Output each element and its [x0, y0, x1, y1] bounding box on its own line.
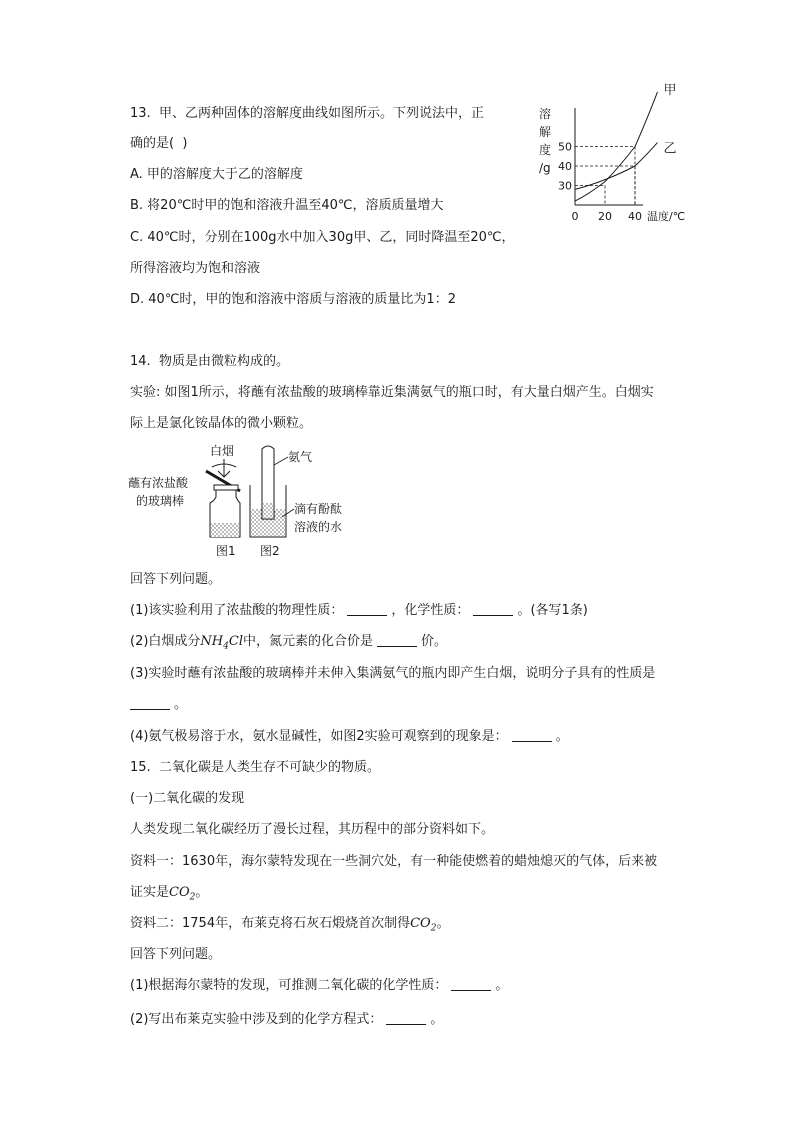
- q15-intro: 人类发现二氧化碳经历了漫长过程，其历程中的部分资料如下。: [130, 822, 495, 837]
- experiment-figure: [128, 445, 358, 563]
- co2-formula: [169, 885, 196, 903]
- q15-answer-intro: 回答下列问题。: [130, 947, 222, 962]
- smoke-arrow: [218, 459, 230, 477]
- formula-co: CO: [410, 916, 431, 931]
- q13-stem-line1: 13. 甲、乙两种固体的溶解度曲线如图所示。下列说法中，正: [130, 106, 484, 121]
- q14-part1-text-c: 。(各写1条): [517, 603, 588, 618]
- q14-part1-text-a: (1)该实验利用了浓盐酸的物理性质：: [130, 603, 344, 618]
- caption-fig1: 图1: [216, 544, 236, 558]
- q15-material1-line1: 资料一：1630年，海尔蒙特发现在一些洞穴处，有一种能使燃着的蜡烛熄灭的气体，后来被: [130, 854, 658, 869]
- formula-co: CO: [169, 885, 190, 900]
- origin-label: 0: [571, 210, 579, 223]
- q15-section-title: (一)二氧化碳的发现: [130, 791, 245, 806]
- label-water-line1: 滴有酚酞: [294, 502, 343, 516]
- label-smoke: 白烟: [210, 444, 235, 458]
- answer-blank[interactable]: [347, 602, 387, 616]
- q14-part2-text-a: (2)白烟成分: [130, 634, 201, 649]
- y-axis-label: [539, 106, 551, 175]
- nh4cl-formula: [200, 634, 243, 652]
- x-tick-label: 40: [628, 210, 642, 223]
- q15-part1-text-a: (1)根据海尔蒙特的发现，可推测二氧化碳的化学性质：: [130, 978, 448, 993]
- y-axis-label-char: 度: [539, 143, 552, 157]
- beaker-liquid: [211, 523, 239, 537]
- series-label: 乙: [663, 141, 677, 157]
- label-rod-line1: 蘸有浓盐酸: [128, 476, 189, 490]
- q15-part2: [130, 1010, 443, 1030]
- x-axis-label: 温度/℃: [647, 210, 686, 223]
- q14-part4: [130, 727, 569, 747]
- q15-material2: [130, 914, 449, 939]
- q14-part2-text-c: 价。: [421, 634, 448, 649]
- q13-option-d: D. 40℃时，甲的饱和溶液中溶质与溶液的质量比为1：2: [130, 292, 456, 307]
- q15-material2-text: 资料二：1754年，布莱克将石灰石煅烧首次制得: [130, 916, 411, 931]
- q13-option-c-line2: 所得溶液均为饱和溶液: [130, 261, 261, 276]
- q14-part1: [130, 601, 588, 621]
- ammonia-pointer: [274, 457, 288, 465]
- caption-fig2: 图2: [260, 544, 280, 558]
- q13-option-b: B. 将20℃时甲的饱和溶液升温至40℃，溶质质量增大: [130, 198, 444, 213]
- q15-material2-end: 。: [436, 916, 450, 931]
- x-tick-label: 20: [598, 210, 612, 223]
- solubility-chart: [535, 82, 695, 225]
- q14-part4-text-b: 。: [555, 729, 569, 744]
- q14-part1-text-b: ，化学性质：: [391, 603, 470, 618]
- q15-stem: 15. 二氧化碳是人类生存不可缺少的物质。: [130, 760, 380, 775]
- q14-part2-text-b: 中，氮元素的化合价是: [242, 634, 373, 649]
- answer-blank[interactable]: [130, 696, 170, 710]
- q14-part3-end: 。: [174, 697, 188, 712]
- formula-subscript: 2: [189, 892, 196, 903]
- q15-part2-text-a: (2)写出布莱克实验中涉及到的化学方程式：: [130, 1012, 383, 1027]
- q15-part1: [130, 976, 508, 996]
- formula-subscript: 4: [223, 641, 229, 652]
- q14-part3-line1: (3)实验时蘸有浓盐酸的玻璃棒并未伸入集满氨气的瓶内即产生白烟，说明分子具有的性质是: [130, 666, 656, 681]
- answer-blank[interactable]: [377, 633, 417, 647]
- q13-option-c-line1: C. 40℃时，分别在100g水中加入30g甲、乙，同时降温至20℃，: [130, 230, 515, 245]
- q15-part2-text-b: 。: [430, 1012, 444, 1027]
- answer-blank[interactable]: [451, 977, 491, 991]
- y-tick-label: 50: [558, 140, 572, 154]
- q13-option-a: A. 甲的溶解度大于乙的溶解度: [130, 167, 303, 182]
- formula-nh: NH: [200, 634, 224, 649]
- co2-formula: [410, 916, 437, 934]
- q14-stem: 14. 物质是由微粒构成的。: [130, 354, 289, 369]
- q14-experiment-line2: 际上是氯化铵晶体的微小颗粒。: [130, 416, 313, 431]
- q14-experiment-line1: 实验: 如图1所示，将蘸有浓盐酸的玻璃棒靠近集满氨气的瓶口时，有大量白烟产生。白烟实: [130, 385, 654, 400]
- label-water-line2: 溶液的水: [294, 520, 343, 534]
- formula-cl: Cl: [228, 634, 243, 649]
- test-tube-liquid: [263, 503, 273, 518]
- q15-material1-text: 证实是: [130, 885, 170, 900]
- label-ammonia: 氨气: [288, 450, 313, 464]
- answer-blank[interactable]: [473, 602, 513, 616]
- q14-part2: [130, 632, 447, 657]
- series-label: 甲: [663, 82, 677, 98]
- q15-material1-end: 。: [195, 885, 209, 900]
- y-axis-label-char: 溶: [539, 107, 552, 121]
- q14-part3-line2: [130, 695, 187, 715]
- answer-blank[interactable]: [386, 1011, 426, 1025]
- label-rod-line2: 的玻璃棒: [136, 494, 185, 508]
- q14-answer-intro: 回答下列问题。: [130, 572, 222, 587]
- q15-material1-line2: [130, 883, 208, 908]
- answer-blank[interactable]: [512, 728, 552, 742]
- y-axis-label-char: 解: [539, 125, 552, 139]
- q15-part1-text-b: 。: [495, 978, 509, 993]
- y-tick-label: 30: [558, 179, 572, 193]
- q13-stem-line2: 确的是( ): [130, 136, 188, 151]
- bottle-cap: [214, 485, 238, 490]
- y-tick-label: 40: [558, 160, 572, 173]
- q14-part4-text-a: (4)氨气极易溶于水，氨水显碱性，如图2实验可观察到的现象是：: [130, 729, 508, 744]
- y-axis-label-char: /g: [539, 161, 551, 175]
- formula-subscript: 2: [430, 923, 437, 934]
